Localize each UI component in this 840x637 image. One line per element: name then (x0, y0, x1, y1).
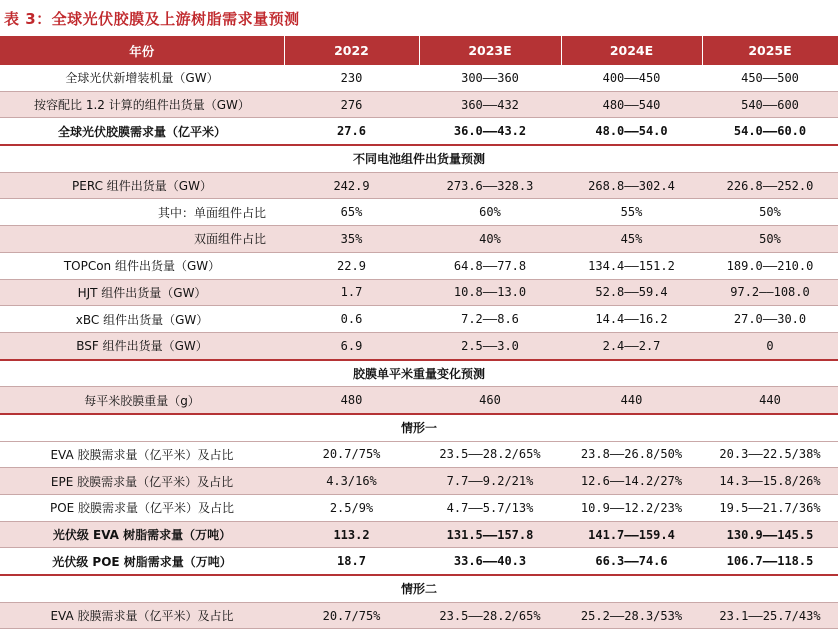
table-cell: 141.7——159.4 (561, 521, 702, 548)
table-cell: 360——432 (419, 91, 561, 118)
table-cell: 36.0——43.2 (419, 118, 561, 145)
table-cell: 2.4——2.7 (561, 332, 702, 359)
table-cell: 54.0——60.0 (702, 118, 838, 145)
section-header-row (0, 360, 838, 387)
table-row (0, 332, 838, 359)
row-label: 光伏级 EVA 树脂需求量（万吨） (0, 521, 284, 548)
row-label: 每平米胶膜重量（g） (0, 387, 284, 414)
table-cell: 10.8——13.0 (419, 279, 561, 306)
table-title: 表 3：全球光伏胶膜及上游树脂需求量预测 (4, 10, 300, 28)
table-cell: 6.9 (284, 332, 419, 359)
table-cell: 106.7——118.5 (702, 548, 838, 575)
table-cell: 268.8——302.4 (561, 172, 702, 199)
row-label: 全球光伏新增装机量（GW） (0, 65, 284, 91)
row-label: 全球光伏胶膜需求量（亿平米） (0, 118, 284, 145)
table-row (0, 199, 838, 226)
table-cell: 134.4——151.2 (561, 252, 702, 279)
section-title: 胶膜单平米重量变化预测 (0, 360, 838, 387)
table-cell: 23.5——28.2/65% (419, 441, 561, 468)
table-row (0, 602, 838, 629)
header-row (0, 36, 838, 65)
row-label: EVA 胶膜需求量（亿平米）及占比 (0, 602, 284, 629)
header-2025e: 2025E (702, 36, 838, 65)
table-row (0, 441, 838, 468)
table-cell: 25.2——28.3/53% (561, 602, 702, 629)
table-cell: 2.5/9% (284, 495, 419, 522)
table-cell: 27.6 (284, 118, 419, 145)
table-cell: 23.8——26.8/50% (561, 441, 702, 468)
table-cell: 2.5——3.0 (419, 332, 561, 359)
table-cell: 540——600 (702, 91, 838, 118)
section-title: 情形二 (0, 575, 838, 602)
header-year: 年份 (0, 36, 284, 65)
table-cell: 460 (419, 387, 561, 414)
table-cell: 450——500 (702, 65, 838, 91)
table-cell: 242.9 (284, 172, 419, 199)
table-cell: 35% (284, 226, 419, 253)
table-row (0, 387, 838, 414)
table-cell: 27.0——30.0 (702, 306, 838, 333)
table-cell: 55% (561, 199, 702, 226)
row-label: POE 胶膜需求量（亿平米）及占比 (0, 495, 284, 522)
header-2023e: 2023E (419, 36, 561, 65)
row-label: TOPCon 组件出货量（GW） (0, 252, 284, 279)
table-cell: 7.7——9.2/21% (419, 468, 561, 495)
table-cell: 18.7 (284, 548, 419, 575)
table-cell: 23.1——25.7/43% (702, 602, 838, 629)
table-row (0, 495, 838, 522)
table-cell: 276 (284, 91, 419, 118)
section-header-row (0, 145, 838, 172)
table-row (0, 118, 838, 145)
table-cell: 273.6——328.3 (419, 172, 561, 199)
table-cell: 22.9 (284, 252, 419, 279)
header-2024e: 2024E (561, 36, 702, 65)
row-label: EVA 胶膜需求量（亿平米）及占比 (0, 441, 284, 468)
section-title: 情形一 (0, 414, 838, 441)
table-row (0, 468, 838, 495)
table-cell: 0.6 (284, 306, 419, 333)
table-cell: 50% (702, 199, 838, 226)
table-cell: 45% (561, 226, 702, 253)
table-cell: 440 (702, 387, 838, 414)
table-cell: 10.9——12.2/23% (561, 495, 702, 522)
table-row (0, 65, 838, 91)
table-cell: 480——540 (561, 91, 702, 118)
table-cell: 23.5——28.2/65% (419, 602, 561, 629)
row-label: EPE 胶膜需求量（亿平米）及占比 (0, 468, 284, 495)
table-cell: 400——450 (561, 65, 702, 91)
table-cell: 60% (419, 199, 561, 226)
table-cell: 14.3——15.8/26% (702, 468, 838, 495)
table-cell: 7.2——8.6 (419, 306, 561, 333)
row-label: 双面组件占比 (0, 226, 284, 253)
table-cell: 52.8——59.4 (561, 279, 702, 306)
table-cell: 66.3——74.6 (561, 548, 702, 575)
section-header-row (0, 414, 838, 441)
table-cell: 113.2 (284, 521, 419, 548)
table-row (0, 226, 838, 253)
table-cell: 230 (284, 65, 419, 91)
section-header-row (0, 575, 838, 602)
table-cell: 12.6——14.2/27% (561, 468, 702, 495)
table-cell: 4.3/16% (284, 468, 419, 495)
row-label: PERC 组件出货量（GW） (0, 172, 284, 199)
table-cell: 4.7——5.7/13% (419, 495, 561, 522)
table-cell: 97.2——108.0 (702, 279, 838, 306)
table-cell: 300——360 (419, 65, 561, 91)
table-row (0, 548, 838, 575)
section-title: 不同电池组件出货量预测 (0, 145, 838, 172)
table-cell: 0 (702, 332, 838, 359)
table-row (0, 91, 838, 118)
table-cell: 40% (419, 226, 561, 253)
row-label: xBC 组件出货量（GW） (0, 306, 284, 333)
table-row (0, 172, 838, 199)
table-cell: 48.0——54.0 (561, 118, 702, 145)
row-label: 其中：单面组件占比 (0, 199, 284, 226)
row-label: BSF 组件出货量（GW） (0, 332, 284, 359)
row-label: 按容配比 1.2 计算的组件出货量（GW） (0, 91, 284, 118)
header-2022: 2022 (284, 36, 419, 65)
table-cell: 14.4——16.2 (561, 306, 702, 333)
table-cell: 131.5——157.8 (419, 521, 561, 548)
table-cell: 20.7/75% (284, 602, 419, 629)
table-cell: 50% (702, 226, 838, 253)
demand-forecast-table (0, 36, 840, 629)
table-row (0, 252, 838, 279)
table-cell: 33.6——40.3 (419, 548, 561, 575)
table-cell: 130.9——145.5 (702, 521, 838, 548)
table-cell: 64.8——77.8 (419, 252, 561, 279)
row-label: 光伏级 POE 树脂需求量（万吨） (0, 548, 284, 575)
table-row (0, 521, 838, 548)
table-row (0, 279, 838, 306)
table-cell: 65% (284, 199, 419, 226)
table-cell: 20.7/75% (284, 441, 419, 468)
table-row (0, 306, 838, 333)
table-cell: 480 (284, 387, 419, 414)
table-cell: 1.7 (284, 279, 419, 306)
table-cell: 189.0——210.0 (702, 252, 838, 279)
table-cell: 440 (561, 387, 702, 414)
table-cell: 19.5——21.7/36% (702, 495, 838, 522)
row-label: HJT 组件出货量（GW） (0, 279, 284, 306)
table-cell: 20.3——22.5/38% (702, 441, 838, 468)
table-cell: 226.8——252.0 (702, 172, 838, 199)
